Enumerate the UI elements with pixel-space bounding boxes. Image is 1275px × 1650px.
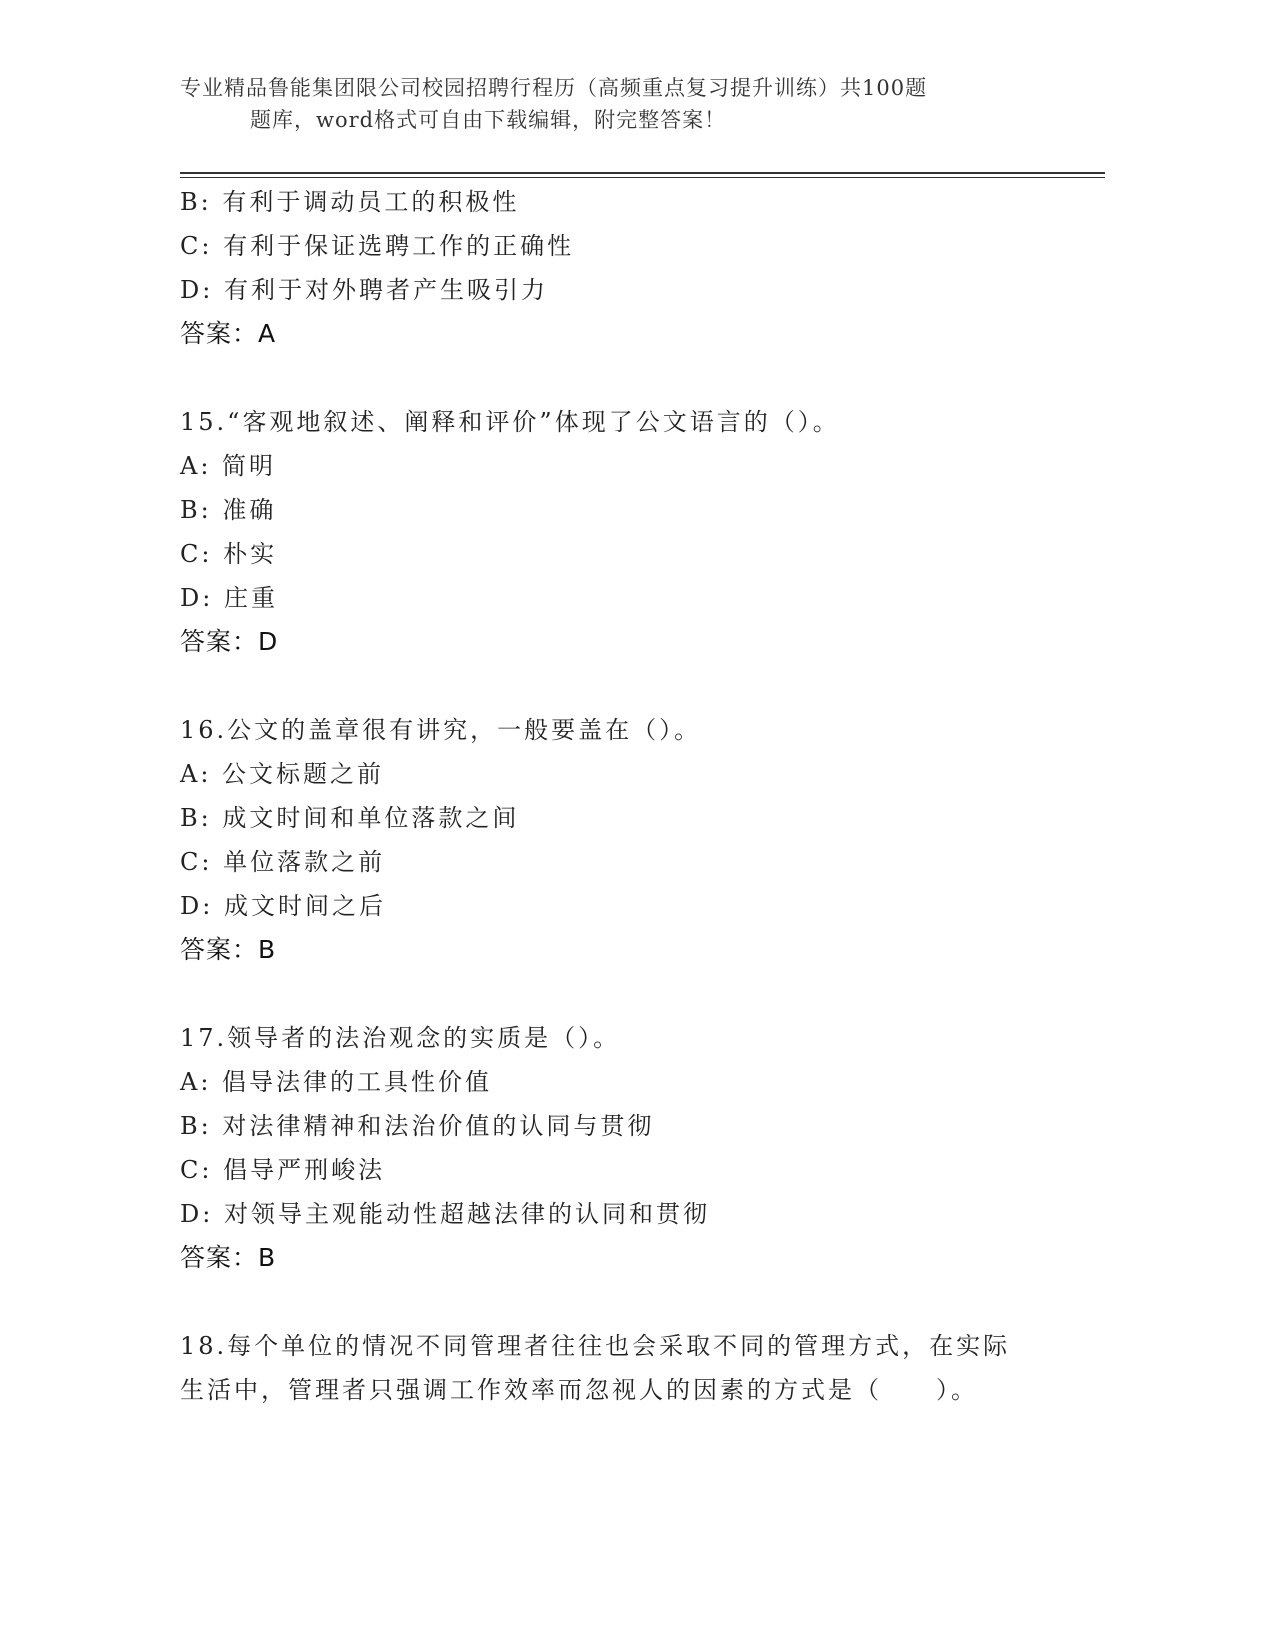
answer-line: 答案：B	[180, 935, 277, 964]
option-b: B: 准确	[180, 496, 277, 524]
question-stem-line-1: 18.每个单位的情况不同管理者往往也会采取不同的管理方式，在实际	[180, 1332, 1011, 1360]
option-b: B: 对法律精神和法治价值的认同与贯彻	[180, 1112, 655, 1140]
option-a: A: 简明	[180, 452, 277, 480]
answer-line: 答案：B	[180, 1243, 277, 1272]
question-stem: 17.领导者的法治观念的实质是（）。	[180, 1024, 621, 1052]
question-18	[180, 1324, 1040, 1412]
option-c: C: 有利于保证选聘工作的正确性	[180, 232, 575, 260]
question-stem-line-2: 生活中，管理者只强调工作效率而忽视人的因素的方式是（ ）。	[180, 1376, 978, 1404]
option-c: C: 朴实	[180, 540, 278, 568]
question-stem: 16.公文的盖章很有讲究，一般要盖在（）。	[180, 716, 702, 744]
question-14-continued	[180, 180, 1105, 356]
spacer	[180, 1280, 1105, 1324]
header-title-line-1: 专业精品鲁能集团限公司校园招聘行程历（高频重点复习提升训练）共100题	[180, 76, 928, 100]
spacer	[180, 356, 1105, 400]
option-d: D: 庄重	[180, 584, 278, 612]
question-stem: 15.“客观地叙述、阐释和评价”体现了公文语言的（）。	[180, 408, 840, 436]
option-a: A: 倡导法律的工具性价值	[180, 1068, 493, 1096]
question-list	[180, 180, 1105, 1412]
question-17	[180, 1016, 1105, 1280]
option-d: D: 成文时间之后	[180, 892, 386, 920]
option-c: C: 倡导严刑峻法	[180, 1156, 386, 1184]
question-16	[180, 708, 1105, 972]
answer-line: 答案：A	[180, 319, 277, 348]
option-c: C: 单位落款之前	[180, 848, 386, 876]
question-15	[180, 400, 1105, 664]
option-b: B: 有利于调动员工的积极性	[180, 188, 520, 216]
spacer	[180, 664, 1105, 708]
answer-line: 答案：D	[180, 627, 279, 656]
option-b: B: 成文时间和单位落款之间	[180, 804, 520, 832]
option-a: A: 公文标题之前	[180, 760, 385, 788]
document-header	[180, 72, 1040, 136]
option-d: D: 有利于对外聘者产生吸引力	[180, 276, 548, 304]
header-title-line-2: 题库，word格式可自由下载编辑，附完整答案！	[250, 108, 727, 132]
header-rule-thick	[180, 172, 1105, 174]
option-d: D: 对领导主观能动性超越法律的认同和贯彻	[180, 1200, 710, 1228]
spacer	[180, 972, 1105, 1016]
header-rule-thin	[180, 177, 1105, 178]
